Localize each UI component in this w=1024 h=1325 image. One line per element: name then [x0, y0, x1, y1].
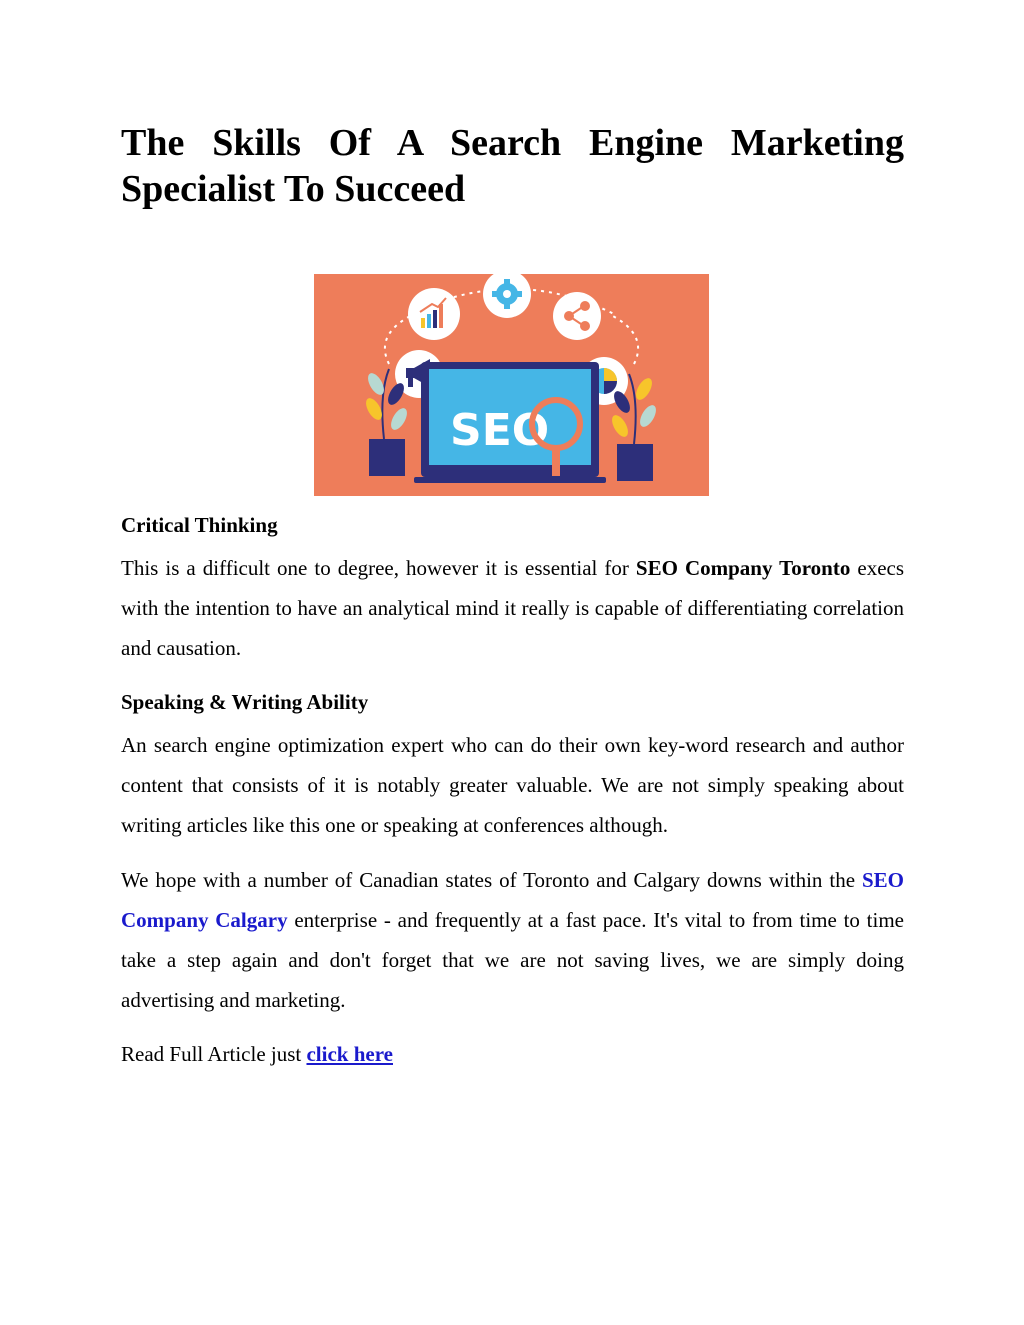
seo-label: SEO [450, 405, 550, 456]
section-body-speaking-writing: An search engine optimization expert who can do their own key-word research and author content that consists of it is notably greater valuable. We are not simply speaking about writing articles like this one or speaking at conferences although. [121, 733, 904, 837]
page-title: The Skills Of A Search Engine Marketing Specialist To Succeed [121, 122, 904, 210]
body-text: This is a difficult one to degree, however it is essential for [121, 556, 636, 580]
seo-hero-image [314, 274, 709, 496]
closing-paragraph [121, 860, 904, 1020]
share-icon [553, 292, 601, 340]
seo-illustration [314, 274, 709, 496]
read-more-text: Read Full Article just [121, 1042, 307, 1066]
read-more-line [121, 1034, 904, 1074]
section-body-critical-thinking [121, 548, 904, 668]
section-heading-speaking-writing: Speaking & Writing Ability [121, 690, 369, 714]
seo-company-toronto-text: SEO Company Toronto [635, 556, 851, 580]
click-here-link[interactable]: click here [306, 1042, 393, 1066]
body-text: enterprise - and frequently at a fast pace. It's vital to from time to time take a step again and don't forget that we are not saving lives, we are simply doing advertising and marketing. [121, 908, 904, 1012]
seo-company-calgary-link[interactable]: SEO Company Calgary [121, 868, 904, 932]
section-heading-critical-thinking: Critical Thinking [121, 513, 278, 537]
body-text: We hope with a number of Canadian states of Toronto and Calgary downs within the [121, 868, 862, 892]
body-text: execs with the intention to have an analytical mind it really is capable of differentiating correlation and causation. [121, 556, 905, 660]
